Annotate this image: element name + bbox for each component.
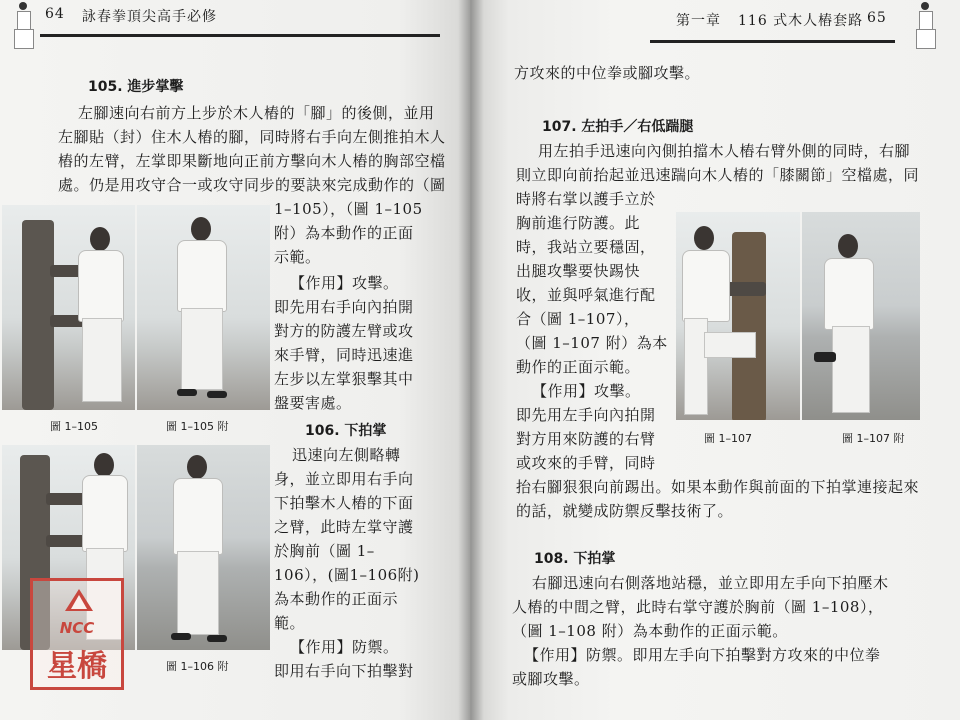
section-107-line: 的話，就變成防禦反擊技術了。 — [516, 502, 734, 520]
section-107-heading: 107. 左拍手／右低踹腿 — [542, 119, 694, 135]
section-108-line: 右腳迅速向右側落地站穩，並立即用左手向下拍壓木 — [532, 574, 889, 592]
section-106-heading: 106. 下拍掌 — [305, 423, 387, 439]
page-number: 65 — [867, 10, 887, 26]
section-107-line: 【作用】攻擊。 — [532, 382, 641, 400]
section-106-line: 於胸前（圖 1– — [274, 542, 375, 560]
section-105-line: 左步以左掌狠擊其中 — [274, 370, 414, 388]
section-107-line: 胸前進行防護。此 — [516, 214, 641, 232]
photo-fig-105 — [2, 205, 135, 410]
caption-fig-107: 圖 1–107 — [704, 432, 752, 445]
section-108-line: 【作用】防禦。即用左手向下拍擊對方攻來的中位拳 — [524, 646, 881, 664]
page-header-title: 116 式木人樁套路 — [738, 13, 864, 29]
section-107-line: 出腿攻擊要快踢快 — [516, 262, 641, 280]
section-105-line: 即先用右手向內拍開 — [274, 298, 414, 316]
caption-fig-106-front: 圖 1–106 附 — [166, 660, 229, 673]
caption-fig-107-front: 圖 1–107 附 — [842, 432, 905, 445]
section-105-line: 左腳貼（封）住木人樁的腳，同時將右手向左側推拍木人 — [58, 128, 446, 146]
section-106-line: 為本動作的正面示 — [274, 590, 399, 608]
section-107-line: 或攻來的手臂，同時 — [516, 454, 656, 472]
section-105-line: 附）為本動作的正面 — [274, 224, 414, 242]
stamp-brand: NCC — [59, 619, 95, 637]
section-105-line: 樁的左臂，左掌即果斷地向正前方擊向木人樁的胸部空檔 — [58, 152, 446, 170]
section-105-line: 【作用】攻擊。 — [290, 274, 399, 292]
corner-figure-icon — [8, 2, 38, 50]
section-106-line: 身，並立即用右手向 — [274, 470, 414, 488]
page-header-title: 詠春拳頂尖高手必修 — [82, 9, 217, 25]
stamp-name: 星橋 — [47, 649, 107, 684]
section-105-line: 1–105），（圖 1–105 — [274, 200, 423, 218]
section-107-line: 動作的正面示範。 — [516, 358, 641, 376]
section-105-line: 對方的防護左臂或攻 — [274, 322, 414, 340]
caption-fig-105: 圖 1–105 — [50, 420, 98, 433]
section-107-line: 對方用來防護的右臂 — [516, 430, 656, 448]
section-107-line: 時將右掌以護手立於 — [516, 190, 656, 208]
continuation-line: 方攻來的中位拳或腳攻擊。 — [514, 64, 701, 82]
photo-fig-106-front — [137, 445, 270, 650]
photo-fig-107-front — [802, 212, 920, 420]
header-rule — [40, 34, 440, 37]
photo-fig-107 — [676, 212, 800, 420]
section-106-line: 【作用】防禦。 — [290, 638, 399, 656]
left-page — [0, 0, 470, 720]
section-107-line: 抬右腳狠狠向前踢出。如果本動作與前面的下拍掌連接起來 — [516, 478, 920, 496]
section-107-line: 則立即向前抬起並迅速踹向木人樁的「膝關節」空檔處，同 — [516, 166, 920, 184]
book-gutter — [458, 0, 484, 720]
section-105-line: 盤要害處。 — [274, 394, 352, 412]
stamp-logo-icon — [65, 589, 93, 611]
corner-figure-icon — [910, 2, 940, 50]
section-105-line: 示範。 — [274, 248, 321, 266]
section-108-line: （圖 1–108 附）為本動作的正面示範。 — [512, 622, 788, 640]
header-rule — [650, 40, 895, 43]
section-107-line: （圖 1–107 附）為本 — [516, 334, 668, 352]
section-105-line: 左腳速向右前方上步於木人樁的「腳」的後側，並用 — [78, 104, 435, 122]
chapter-label: 第一章 — [676, 13, 721, 29]
section-107-line: 用左拍手迅速向內側拍擋木人樁右臂外側的同時，右腳 — [538, 142, 911, 160]
section-106-line: 即用右手向下拍擊對 — [274, 662, 414, 680]
section-108-line: 人樁的中間之臂，此時右掌守護於胸前（圖 1–108）， — [512, 598, 884, 616]
section-105-heading: 105. 進步掌擊 — [88, 79, 184, 95]
section-105-line: 來手臂，同時迅速進 — [274, 346, 414, 364]
page-number: 64 — [45, 6, 65, 22]
section-108-heading: 108. 下拍掌 — [534, 551, 616, 567]
publisher-stamp — [30, 578, 124, 690]
section-106-line: 範。 — [274, 614, 306, 632]
section-107-line: 收，並與呼氣進行配 — [516, 286, 656, 304]
caption-fig-105-front: 圖 1–105 附 — [166, 420, 229, 433]
section-108-line: 或腳攻擊。 — [512, 670, 590, 688]
section-107-line: 即先用左手向內拍開 — [516, 406, 656, 424]
section-106-line: 之臂，此時左掌守護 — [274, 518, 414, 536]
section-107-line: 合（圖 1–107）， — [516, 310, 640, 328]
photo-fig-105-front — [137, 205, 270, 410]
section-107-line: 時，我站立要穩固， — [516, 238, 656, 256]
section-105-line: 處。仍是用攻守合一或攻守同步的要訣來完成動作的（圖 — [58, 176, 446, 194]
section-106-line: 106），(圖1–106附) — [274, 566, 420, 584]
right-page — [470, 0, 960, 720]
section-106-line: 迅速向左側略轉 — [292, 446, 401, 464]
section-106-line: 下拍擊木人樁的下面 — [274, 494, 414, 512]
